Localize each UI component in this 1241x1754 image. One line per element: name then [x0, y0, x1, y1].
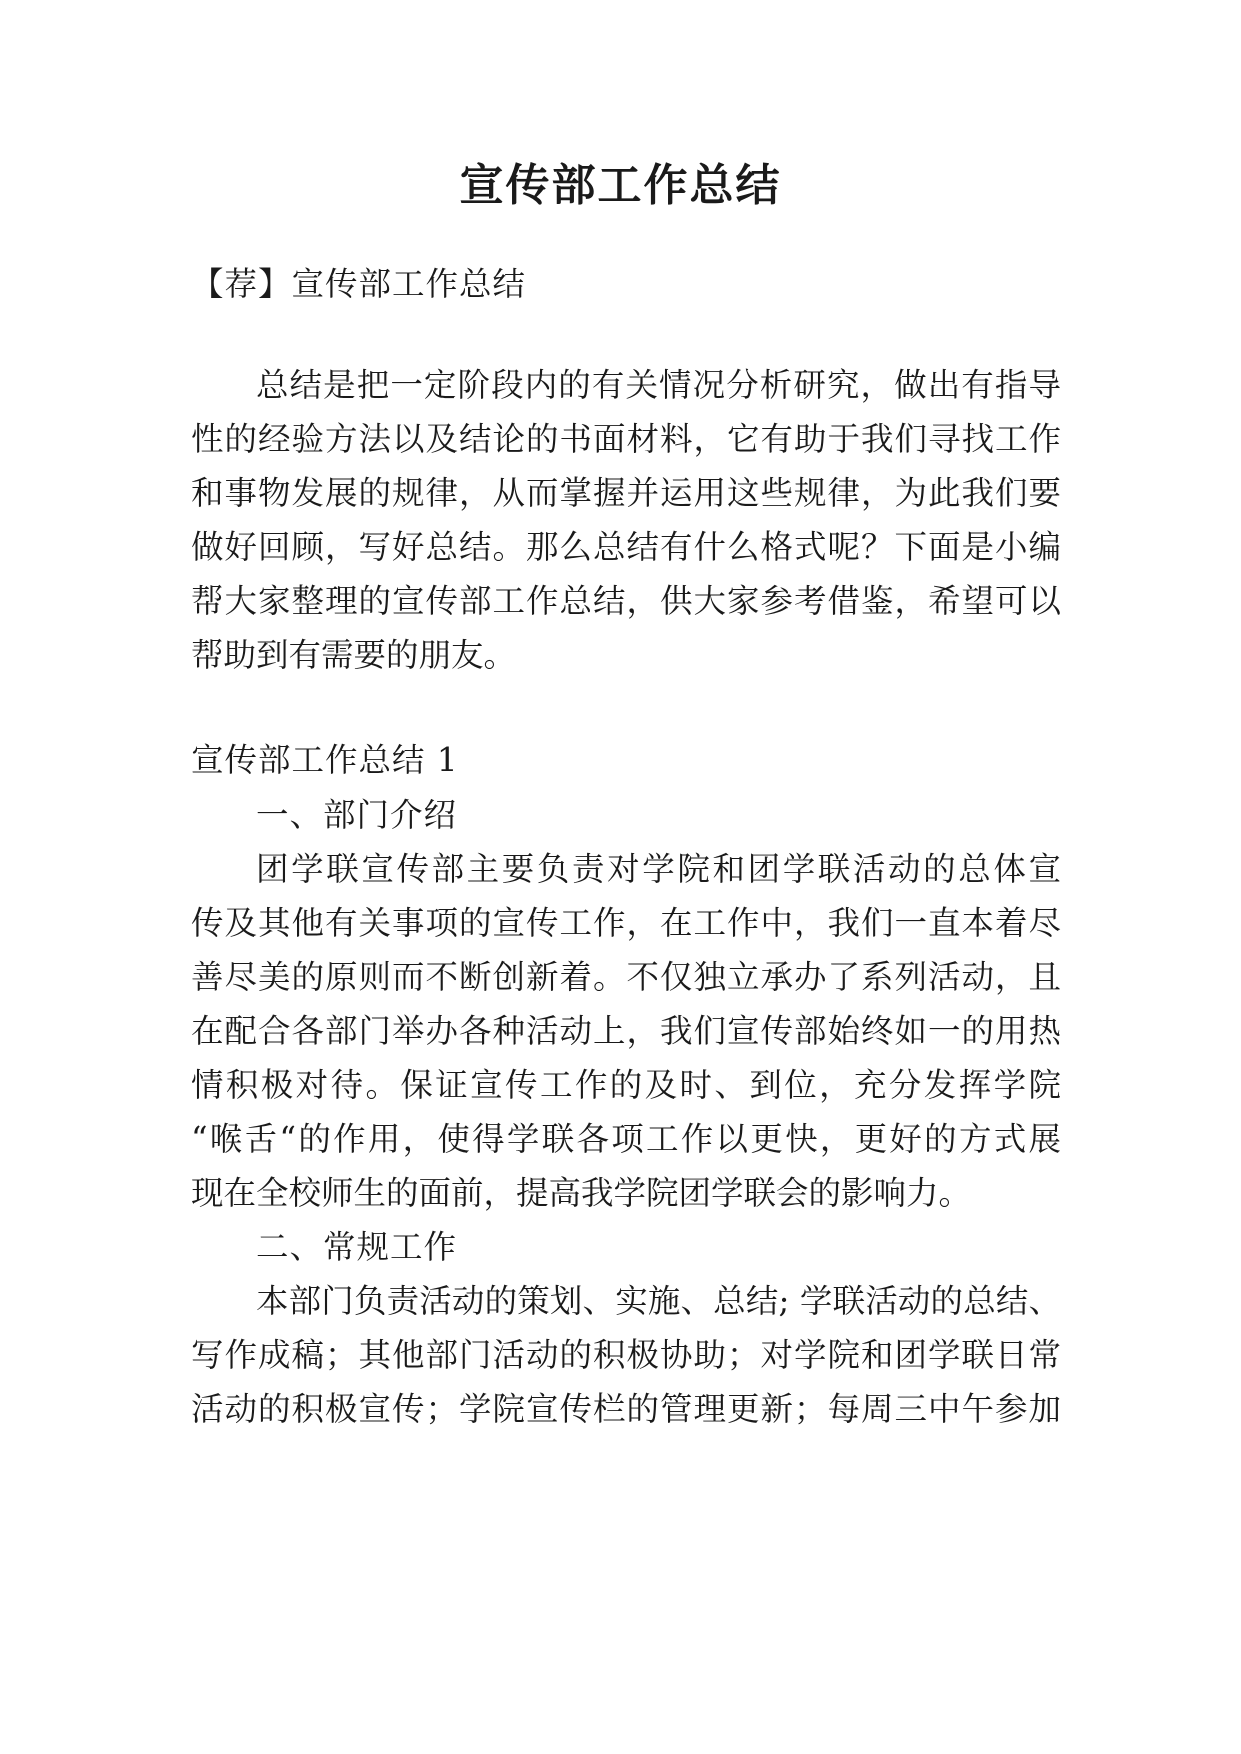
part-heading: 一、部门介绍: [256, 796, 458, 834]
body-line: 善尽美的原则而不断创新着。不仅独立承办了系列活动，且: [191, 958, 1061, 996]
body-line: 情积极对待。保证宣传工作的及时、到位，充分发挥学院: [191, 1066, 1061, 1104]
document-title: 宣传部工作总结: [459, 160, 782, 211]
intro-line: 做好回顾，写好总结。那么总结有什么格式呢？下面是小编: [191, 528, 1061, 566]
intro-line: 性的经验方法以及结论的书面材料，它有助于我们寻找工作: [191, 420, 1061, 458]
body-line: 传及其他有关事项的宣传工作，在工作中，我们一直本着尽: [191, 904, 1061, 942]
body-line: 本部门负责活动的策划、实施、总结; 学联活动的总结、: [256, 1282, 1061, 1320]
body-line: 团学联宣传部主要负责对学院和团学联活动的总体宣: [256, 850, 1061, 888]
body-line: 在配合各部门举办各种活动上，我们宣传部始终如一的用热: [191, 1012, 1061, 1050]
document-subtitle: 【荐】宣传部工作总结: [191, 265, 527, 303]
body-line: 活动的积极宣传；学院宣传栏的管理更新；每周三中午参加: [191, 1390, 1061, 1428]
intro-line: 和事物发展的规律，从而掌握并运用这些规律，为此我们要: [191, 474, 1061, 512]
section-heading: 宣传部工作总结 1: [191, 741, 459, 779]
body-line: 写作成稿；其他部门活动的积极协助；对学院和团学联日常: [191, 1336, 1061, 1374]
part-heading: 二、常规工作: [256, 1228, 458, 1266]
body-line: “喉舌“的作用，使得学联各项工作以更快，更好的方式展: [191, 1120, 1061, 1158]
body-line: 现在全校师生的面前，提高我学院团学联会的影响力。: [191, 1174, 972, 1212]
intro-line: 帮助到有需要的朋友。: [191, 636, 517, 674]
intro-line: 总结是把一定阶段内的有关情况分析研究，做出有指导: [256, 366, 1061, 404]
intro-line: 帮大家整理的宣传部工作总结，供大家参考借鉴，希望可以: [191, 582, 1061, 620]
